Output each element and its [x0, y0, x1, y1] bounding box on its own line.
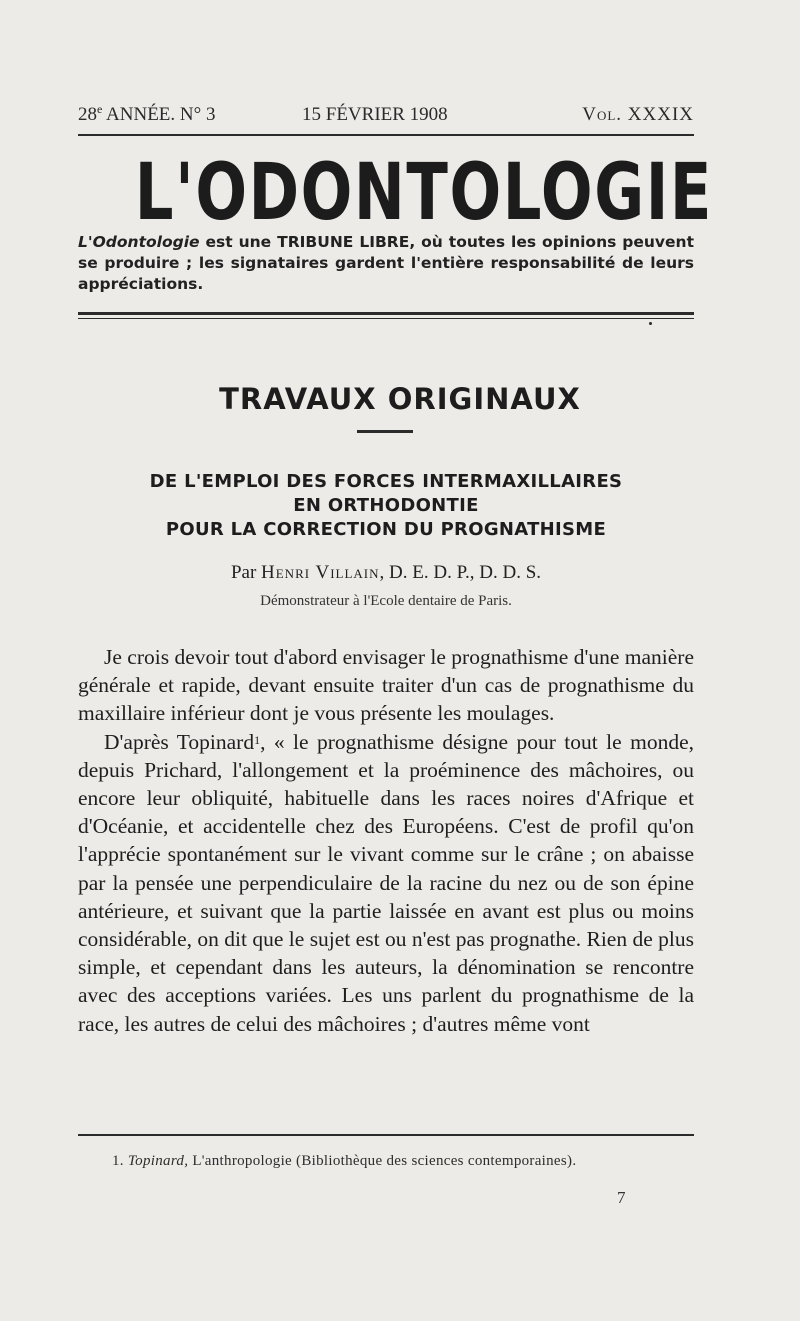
section-rule	[357, 430, 413, 433]
paragraph: D'après Topinard$^1$, « le prognathisme désigne pour tout le monde, depuis Prichard, l'allongement et la proéminence des mâchoires, ou encore leur obliquité, habituelle dans les races noires d'Afrique et d'Océanie, et accidentelle chez des Européens. C'est de profil qu'on l'apprécie spontanément sur le vivant comme sur le crâne ; on abaisse par la pensée une perpendiculaire de la racine du nez ou de son épine antérieure, et suivant que la partie laissée en avant est plus ou moins considérable, on dit que le sujet est ou n'est pas prognathe. Rien de plus simple, et cependant dans les auteurs, la dénomination se rencontre avec des acceptions variées. Les uns parlent du prognathisme de la race, les autres de celui des mâchoires ; d'autres même vont	[78, 729, 694, 1036]
issue-date: 15 FÉVRIER 1908	[302, 104, 448, 125]
article-title-line: POUR LA CORRECTION DU PROGNATHISME	[165, 519, 607, 540]
volume-number: Vol. XXXIX	[582, 104, 694, 125]
footnote: 1. Topinard, L'anthropologie (Bibliothèque des sciences contemporaines).	[112, 1153, 577, 1169]
ink-dot	[649, 322, 652, 325]
journal-motto: L'Odontologie est une TRIBUNE LIBRE, où toutes les opinions peuvent se produire ; les signataires gardent l'entière responsabilité de leurs appréciations.	[78, 233, 694, 293]
running-head	[78, 104, 694, 130]
motto-rule-thick	[78, 312, 694, 315]
issue-number: 28e ANNÉE. N° 3	[78, 102, 216, 125]
author-affiliation: Démonstrateur à l'Ecole dentaire de Paris.	[260, 593, 512, 609]
section-title: TRAVAUX ORIGINAUX	[219, 382, 581, 416]
motto-rule-thin	[78, 318, 694, 319]
header-rule	[78, 134, 694, 136]
article-title-line: DE L'EMPLOI DES FORCES INTERMAXILLAIRES	[149, 471, 623, 492]
byline: Par Henri Villain, D. E. D. P., D. D. S.	[230, 562, 542, 583]
article-body	[78, 643, 694, 1038]
footnote-rule	[78, 1134, 694, 1136]
footnote-marker: 1	[254, 732, 261, 747]
author-name: Henri Villain	[261, 562, 380, 583]
page-number: 7	[617, 1188, 626, 1207]
journal-title: L'ODONTOLOGIE	[134, 148, 714, 238]
article-title-line: EN ORTHODONTIE	[293, 495, 479, 516]
article-title	[72, 470, 700, 542]
paragraph: Je crois devoir tout d'abord envisager le prognathisme d'une manière générale et rapide, devant ensuite traiter d'un cas de prognathisme du maxillaire inférieur dont je vous présente les moulages.	[78, 645, 694, 726]
